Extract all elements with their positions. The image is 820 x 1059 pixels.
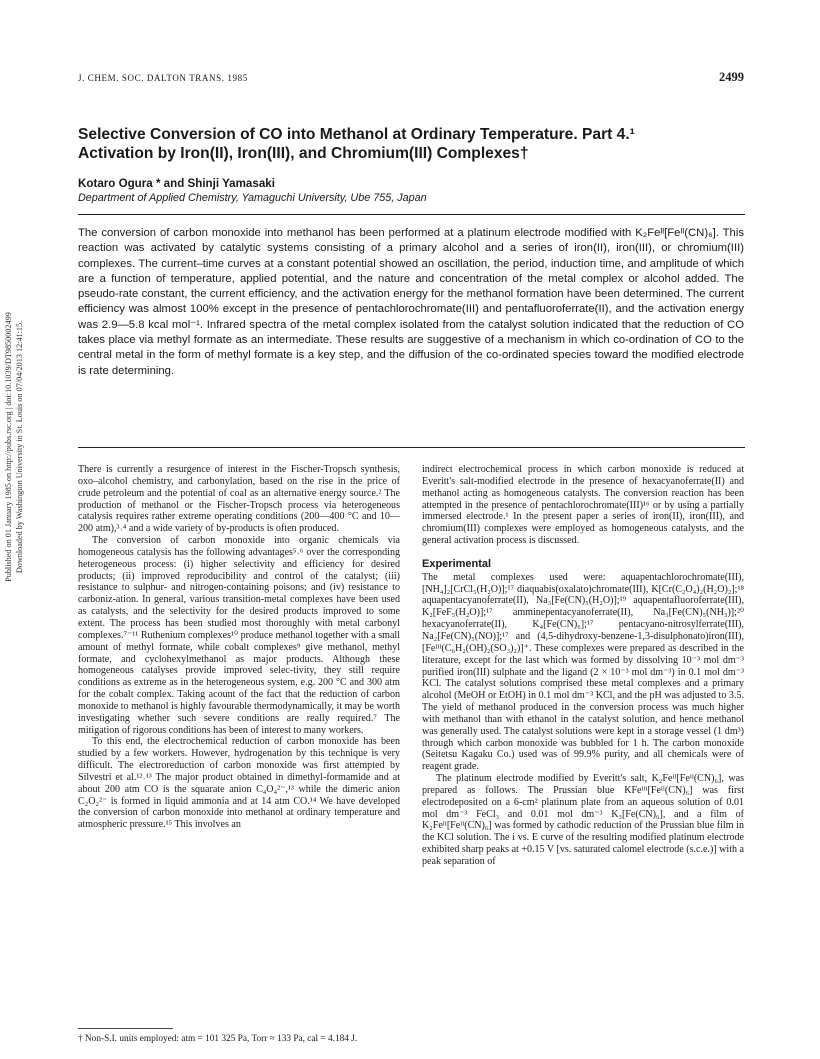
page-number: 2499 — [719, 70, 744, 84]
intro-paragraph-1: There is currently a resurgence of interest in the Fischer-Tropsch synthesis, oxo–alcohol chemistry, and carbonylation, based on the rise in the price of crude petroleum and the potential of coal as an alternative energy source.² The production of methanol or the Fischer-Tropsch process via heterogeneous catalysis requires rather extreme operating conditions (200—400 °C and 10—200 atm),³˒⁴ and a wide variety of by-products is often produced. — [78, 464, 400, 535]
affiliation: Department of Applied Chemistry, Yamaguchi University, Ube 755, Japan — [78, 192, 427, 204]
article-title — [78, 125, 748, 163]
download-stamp-downloaded: Downloaded by Washington University in St. Louis on 07/04/2013 12:41:15. — [15, 320, 24, 574]
right-column — [422, 464, 744, 868]
intro-paragraph-continued: indirect electrochemical process in which carbon monoxide is reduced at Everitt's salt-modified electrode in the presence of hexacyanoferrate(II) and methanol acting as homogeneous catalysts. The conversion reaction has been attempted in the presence of pentachlorochromate(III)¹⁶ or by using a partially immersed electrode.¹ In the present paper a series of iron(II), iron(III), and chromium(III) complexes were employed as homogeneous catalysts, and the general activation process is discussed. — [422, 464, 744, 547]
intro-paragraph-2: The conversion of carbon monoxide into organic chemicals via homogeneous catalysis has the following advantages⁵˒⁶ over the corresponding heterogeneous process: (i) higher selectivity and efficiency for desired products; (ii) improved reproducibility and control of the catalyst; (iii) resistance to sulphur- and nitrogen-containing poisons; and (iv) resistance to carboniz-ation. In general, various transition-metal complexes have been used as catalysts, and the selectivity for the desired products improved to some extent. The process has been studied most thoroughly with metal carbonyl complexes.⁷⁻¹¹ Ruthenium complexes¹⁰ produce methanol together with a small amount of methyl formate, while cobalt complexes⁹ give methanol, methyl formate, and cyclohexylmethanol as major products. Although these homogeneous catalyses provide improved selec-tivity, they still require conditions as extreme as in the heterogeneous system, e.g. 200 °C and 300 atm for the cobalt complex. Taking acount of the fact that the reduction of carbon monoxide to methanol is highly favourable thermodynamically, it may be worth investigating whether such severe conditions are really required.⁷ The mitigation of rigorous conditions has been of interest to many workers. — [78, 535, 400, 736]
running-head — [78, 70, 744, 86]
authors: Kotaro Ogura * and Shinji Yamasaki — [78, 177, 275, 190]
article-title-line-2: Activation by Iron(II), Iron(III), and Chromium(III) Complexes† — [78, 145, 529, 162]
left-column — [78, 464, 400, 831]
abstract-bottom-rule — [78, 447, 745, 448]
footnote: † Non-S.I. units employed: atm = 101 325 Pa, Torr ≈ 133 Pa, cal = 4.184 J. — [78, 1034, 358, 1044]
experimental-paragraph-1: The metal complexes used were: aquapentachlorochromate(III), [NH₄]₂[CrCl₅(H₂O)];¹⁷ diaquabis(oxalato)chromate(III), K[Cr(C₂O₄)₂(H₂O)₂];¹⁸ aquapentacyanoferrate(II), Na₃[Fe(CN)₅(H₂O)];¹⁹ aquapentafluoroferrate(III), K₂[FeF₅(H₂O)];¹⁷ amminepentacyanoferrate(II), Na₃[Fe(CN)₅(NH₃)];²⁰ hexacyanoferrate(II), K₄[Fe(CN)₆];¹⁷ pentacyano-nitrosylferrate(III), Na₂[Fe(CN)₅(NO)];¹⁷ and (4,5-dihydroxy-benzene-1,3-disulphonato)iron(III), [Feᴵᴵᴵ(C₆H₂(OH)₂(SO₃)₂)]⁺. These complexes were prepared as described in the literature, except for the last which was formed by dissolving 10⁻³ mol dm⁻³ purified iron(III) sulphate and the ligand (2 × 10⁻³ mol dm⁻³) in 0.1 mol dm⁻³ KCl. The catalyst solutions comprised these metal complexes and a primary alcohol (MeOH or EtOH) in 0.1 mol dm⁻³ KCl, and the pH was adjusted to 3.5. The yield of methanol produced in the conversion process was much higher with methanol than with ethanol in the catalyst solution, and hence methanol was generally used. The catalyst solutions were kept in a storage vessel (1 dm³) through which carbon monoxide was bubbled for 1 h. The carbon monoxide (Seitetsu Kagaku Co.) used was of 99.9% purity, and all chemicals were of reagent grade. — [422, 571, 744, 773]
download-stamp-published: Published on 01 January 1985 on http://pubs.rsc.org | doi:10.1039/DT9850002499 — [4, 312, 13, 582]
abstract-top-rule — [78, 214, 745, 215]
title-block — [78, 125, 748, 163]
experimental-heading: Experimental — [422, 557, 492, 570]
journal-citation: J. CHEM. SOC. DALTON TRANS. 1985 — [78, 73, 248, 83]
download-stamp — [3, 237, 25, 657]
footnote-rule — [78, 1028, 173, 1029]
article-title-line-1: Selective Conversion of CO into Methanol at Ordinary Temperature. Part 4.¹ — [78, 126, 635, 143]
abstract: The conversion of carbon monoxide into methanol has been performed at a platinum electrode modified with K₂Feᴵᴵ[Feᴵᴵ(CN)₆]. This reaction was activated by catalytic systems consisting of a primary alcohol and a series of iron(II), iron(III), or chromium(III) complexes. The current–time curves at a constant potential showed an oscillation, the period, induction time, and amplitude of which are a function of temperature, applied potential, and the nature and concentration of the metal complex or alcohol added. The pseudo-rate constant, the current efficiency, and the activation energy for the methanol formation have been determined. The current efficiency was almost 100% except in the presence of pentachlorochromate(III) and pentafluoroferrate(II), and the activation energy was 2.9—5.8 kcal mol⁻¹. Infrared spectra of the metal complex isolated from the catalyst solution indicated that the reduction of CO takes place via methyl formate as an intermediate. These results are suggestive of a mechanism in which co-ordination of CO to the central metal in the form of methyl formate is a key step, and the diffusion of the co-ordinated species toward the modified electrode is rate determining. — [78, 227, 744, 377]
intro-paragraph-3: To this end, the electrochemical reduction of carbon monoxide has been studied by a few workers. However, hydrogenation by this technique is very difficult. The electroreduction of carbon monoxide was first attempted by Silvestri et al.¹²˒¹³ The major product obtained in dimethyl-formamide and at about 200 atm CO is the squarate anion C₄O₄²⁻,¹³ while the dimeric anion C₂O₂²⁻ is formed in liquid ammonia and at 14 atm CO.¹⁴ We have developed the conversion of carbon monoxide into methanol at ordinary temperature and atmospheric pressure.¹⁵ This involves an — [78, 736, 400, 831]
experimental-paragraph-2: The platinum electrode modified by Everitt's salt, K₂Feᴵᴵ[Feᴵᴵ(CN)₆], was prepared as follows. The Prussian blue KFeᴵᴵᴵ[Feᴵᴵ(CN)₆] was first electrodeposited on a 6-cm² platinum plate from an aqueous solution of 0.01 mol dm⁻³ FeCl₃ and 0.01 mol dm⁻³ K₃[Fe(CN)₆], and a film of K₂Feᴵᴵ[Feᴵᴵ(CN)₆] was formed by cathodic reduction of the Prussian blue film in the KCl solution. The i vs. E curve of the resulting modified platinum electrode exhibited sharp peaks at +0.15 V [vs. saturated calomel electrode (s.c.e.)] with a peak separation of — [422, 773, 744, 867]
